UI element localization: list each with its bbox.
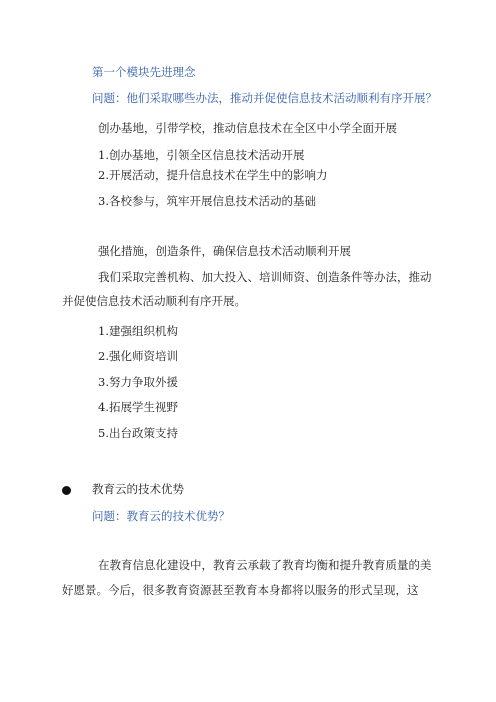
paragraph-line: 并促使信息技术活动顺利有序开展。: [62, 294, 246, 308]
list-item: 1.建强组织机构: [98, 324, 178, 338]
list-item: 3.各校参与，筑牢开展信息技术活动的基础: [98, 194, 316, 208]
list-item: 2.开展活动，提升信息技术在学生中的影响力: [98, 168, 328, 182]
list-item: 5.出台政策支持: [98, 426, 178, 440]
bullet-icon: [62, 486, 71, 495]
list-item: 1.创办基地，引领全区信息技术活动开展: [98, 148, 305, 162]
question-line: 问题：教育云的技术优势？: [92, 509, 230, 523]
list-item: 4.拓展学生视野: [98, 400, 178, 414]
paragraph-line: 好愿景。今后，很多教育资源甚至教育本身都将以服务的形式呈现，这: [62, 583, 419, 597]
paragraph-line: 在教育信息化建设中，教育云承载了教育均衡和提升教育质量的美: [98, 558, 432, 572]
subheading: 创办基地，引带学校，推动信息技术在全区中小学全面开展: [98, 121, 397, 135]
list-item: 2.强化师资培训: [98, 349, 178, 363]
subheading: 强化措施，创造条件，确保信息技术活动顺利开展: [98, 244, 351, 258]
paragraph-line: 我们采取完善机构、加大投入、培训师资、创造条件等办法，推动: [98, 270, 432, 284]
list-item: 3.努力争取外援: [98, 375, 178, 389]
question-line: 问题：他们采取哪些办法，推动并促使信息技术活动顺利有序开展？: [92, 91, 437, 105]
section-heading: 第一个模块先进理念: [92, 65, 196, 79]
section-heading: 教育云的技术优势: [92, 482, 184, 496]
